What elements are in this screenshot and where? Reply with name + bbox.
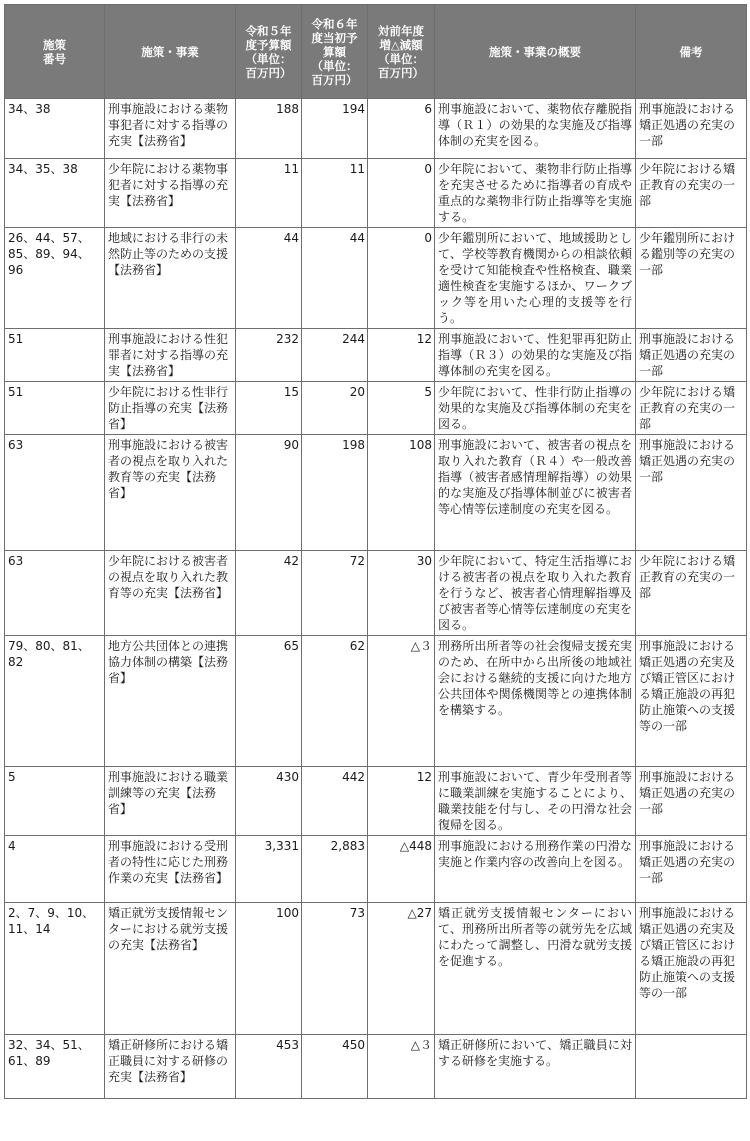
- cell-r5-budget: 90: [236, 435, 302, 551]
- cell-r5-budget: 44: [236, 228, 302, 329]
- cell-r6-budget: 244: [302, 329, 368, 382]
- cell-remarks: 刑事施設における矯正処遇の充実の一部: [636, 329, 747, 382]
- cell-measure-number: 5: [5, 767, 105, 836]
- table-row: [5, 99, 747, 159]
- cell-measure-name: 矯正研修所における矯正職員に対する研修の充実【法務省】: [105, 1035, 236, 1099]
- cell-yoy-change: 0: [368, 228, 435, 329]
- table-row: [5, 1035, 747, 1099]
- cell-r6-budget: 20: [302, 382, 368, 435]
- cell-measure-name: 地方公共団体との連携協力体制の構築【法務省】: [105, 636, 236, 767]
- cell-measure-name: 刑事施設における薬物事犯者に対する指導の充実【法務省】: [105, 99, 236, 159]
- table-row: [5, 329, 747, 382]
- cell-measure-name: 刑事施設における被害者の視点を取り入れた教育等の充実【法務省】: [105, 435, 236, 551]
- cell-remarks: 刑事施設における矯正処遇の充実及び矯正管区における矯正施設の再犯防止施策への支援等の一部: [636, 636, 747, 767]
- cell-remarks: 刑事施設における矯正処遇の充実の一部: [636, 767, 747, 836]
- cell-remarks: 刑事施設における矯正処遇の充実及び矯正管区における矯正施設の再犯防止施策への支援等の一部: [636, 903, 747, 1035]
- header-measure-name: 施策・事業: [105, 5, 236, 99]
- cell-r6-budget: 2,883: [302, 836, 368, 903]
- cell-yoy-change: 6: [368, 99, 435, 159]
- cell-overview: 少年院において、薬物非行防止指導を充実させるために指導者の育成や重点的な薬物非行防止指導等を実施する。: [435, 159, 636, 228]
- cell-measure-number: 32、34、51、61、89: [5, 1035, 105, 1099]
- cell-measure-number: 63: [5, 551, 105, 636]
- cell-measure-number: 26、44、57、85、89、94、96: [5, 228, 105, 329]
- header-r5-budget: 令和５年 度予算額 （単位： 百万円）: [236, 5, 302, 99]
- cell-measure-name: 刑事施設における性犯罪者に対する指導の充実【法務省】: [105, 329, 236, 382]
- cell-yoy-change: △27: [368, 903, 435, 1035]
- table-row: [5, 435, 747, 551]
- cell-measure-name: 刑事施設における受刑者の特性に応じた刑務作業の充実【法務省】: [105, 836, 236, 903]
- cell-overview: 矯正研修所において、矯正職員に対する研修を実施する。: [435, 1035, 636, 1099]
- cell-r5-budget: 188: [236, 99, 302, 159]
- cell-overview: 矯正就労支援情報センターにおいて、刑務所出所者等の就労先を広域にわたって調整し、円滑な就労支援を促進する。: [435, 903, 636, 1035]
- cell-yoy-change: 0: [368, 159, 435, 228]
- cell-yoy-change: 30: [368, 551, 435, 636]
- cell-yoy-change: △448: [368, 836, 435, 903]
- cell-remarks: 少年院における矯正教育の充実の一部: [636, 382, 747, 435]
- cell-measure-number: 63: [5, 435, 105, 551]
- cell-remarks: 少年院における矯正教育の充実の一部: [636, 551, 747, 636]
- table-row: [5, 636, 747, 767]
- cell-overview: 刑事施設において、被害者の視点を取り入れた教育（Ｒ４）や一般改善指導（被害者感情理解指導）の効果的な実施及び指導体制並びに被害者等心情等伝達制度の充実を図る。: [435, 435, 636, 551]
- cell-measure-number: 51: [5, 329, 105, 382]
- cell-r5-budget: 65: [236, 636, 302, 767]
- cell-r6-budget: 198: [302, 435, 368, 551]
- cell-measure-number: 79、80、81、82: [5, 636, 105, 767]
- cell-overview: 刑事施設における刑務作業の円滑な実施と作業内容の改善向上を図る。: [435, 836, 636, 903]
- cell-measure-number: 51: [5, 382, 105, 435]
- cell-remarks: 刑事施設における矯正処遇の充実の一部: [636, 836, 747, 903]
- cell-r6-budget: 73: [302, 903, 368, 1035]
- header-remarks: 備考: [636, 5, 747, 99]
- cell-measure-number: 34、35、38: [5, 159, 105, 228]
- cell-measure-number: 4: [5, 836, 105, 903]
- cell-overview: 刑務所出所者等の社会復帰支援充実のため、在所中から出所後の地域社会における継続的支援に向けた地方公共団体や関係機関等との連携体制を構築する。: [435, 636, 636, 767]
- cell-measure-name: 刑事施設における職業訓練等の充実【法務省】: [105, 767, 236, 836]
- cell-remarks: 刑事施設における矯正処遇の充実の一部: [636, 99, 747, 159]
- cell-measure-number: 34、38: [5, 99, 105, 159]
- cell-yoy-change: 108: [368, 435, 435, 551]
- table-row: [5, 228, 747, 329]
- header-row: [5, 5, 747, 99]
- header-yoy-change: 対前年度 増△減額 （単位： 百万円）: [368, 5, 435, 99]
- cell-r6-budget: 72: [302, 551, 368, 636]
- cell-overview: 少年院において、性非行防止指導の効果的な実施及び指導体制の充実を図る。: [435, 382, 636, 435]
- header-overview: 施策・事業の概要: [435, 5, 636, 99]
- cell-measure-name: 地域における非行の未然防止等のための支援【法務省】: [105, 228, 236, 329]
- cell-measure-name: 少年院における性非行防止指導の充実【法務省】: [105, 382, 236, 435]
- cell-yoy-change: △３: [368, 1035, 435, 1099]
- cell-overview: 少年院において、特定生活指導における被害者の視点を取り入れた教育を行うなど、被害者心情理解指導及び被害者等心情等伝達制度の充実を図る。: [435, 551, 636, 636]
- cell-r5-budget: 42: [236, 551, 302, 636]
- table-row: [5, 159, 747, 228]
- cell-remarks: 少年鑑別所における鑑別等の充実の一部: [636, 228, 747, 329]
- cell-overview: 少年鑑別所において、地域援助として、学校等教育機関からの相談依頼を受けて知能検査や性格検査、職業適性検査を実施するほか、ワークブック等を用いた心理的支援等を行う。: [435, 228, 636, 329]
- cell-remarks: [636, 1035, 747, 1099]
- cell-overview: 刑事施設において、性犯罪再犯防止指導（Ｒ３）の効果的な実施及び指導体制の充実を図る。: [435, 329, 636, 382]
- cell-r5-budget: 430: [236, 767, 302, 836]
- cell-measure-number: 2、7、9、10、11、14: [5, 903, 105, 1035]
- cell-yoy-change: 12: [368, 329, 435, 382]
- cell-r6-budget: 442: [302, 767, 368, 836]
- cell-measure-name: 矯正就労支援情報センターにおける就労支援の充実【法務省】: [105, 903, 236, 1035]
- cell-measure-name: 少年院における被害者の視点を取り入れた教育等の充実【法務省】: [105, 551, 236, 636]
- cell-remarks: 少年院における矯正教育の充実の一部: [636, 159, 747, 228]
- cell-r5-budget: 453: [236, 1035, 302, 1099]
- table-row: [5, 382, 747, 435]
- budget-table: [4, 4, 747, 1099]
- cell-r6-budget: 11: [302, 159, 368, 228]
- cell-r5-budget: 232: [236, 329, 302, 382]
- cell-yoy-change: △３: [368, 636, 435, 767]
- table-row: [5, 903, 747, 1035]
- cell-r6-budget: 62: [302, 636, 368, 767]
- cell-yoy-change: 12: [368, 767, 435, 836]
- table-row: [5, 836, 747, 903]
- cell-overview: 刑事施設において、青少年受刑者等に職業訓練を実施することにより、職業技能を付与し、その円滑な社会復帰を図る。: [435, 767, 636, 836]
- header-r6-budget: 令和６年 度当初予 算額 （単位： 百万円）: [302, 5, 368, 99]
- cell-overview: 刑事施設において、薬物依存離脱指導（Ｒ１）の効果的な実施及び指導体制の充実を図る。: [435, 99, 636, 159]
- cell-r5-budget: 3,331: [236, 836, 302, 903]
- cell-r6-budget: 44: [302, 228, 368, 329]
- cell-r5-budget: 11: [236, 159, 302, 228]
- cell-measure-name: 少年院における薬物事犯者に対する指導の充実【法務省】: [105, 159, 236, 228]
- table-body: [5, 99, 747, 1099]
- table-row: [5, 767, 747, 836]
- table-row: [5, 551, 747, 636]
- cell-r6-budget: 194: [302, 99, 368, 159]
- cell-r5-budget: 15: [236, 382, 302, 435]
- cell-r6-budget: 450: [302, 1035, 368, 1099]
- cell-yoy-change: 5: [368, 382, 435, 435]
- cell-remarks: 刑事施設における矯正処遇の充実の一部: [636, 435, 747, 551]
- header-measure-number: 施策 番号: [5, 5, 105, 99]
- cell-r5-budget: 100: [236, 903, 302, 1035]
